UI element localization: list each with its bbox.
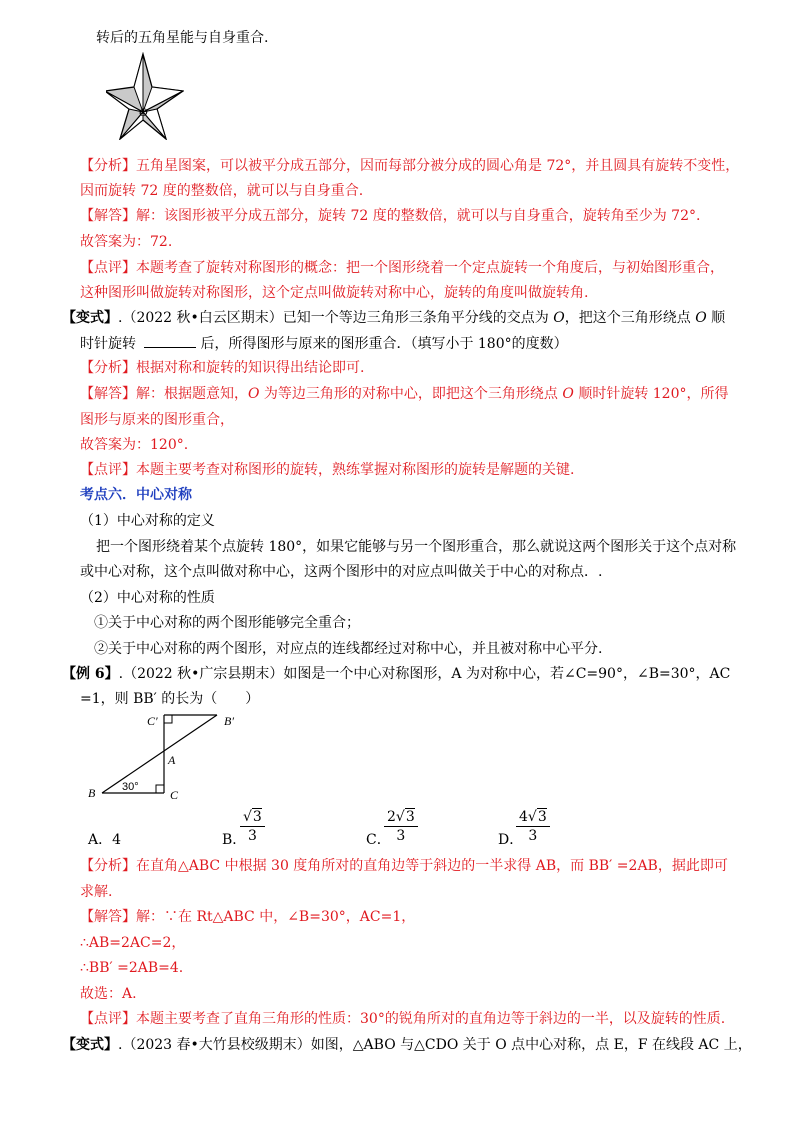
option-a[interactable]: A．4 [88, 832, 122, 848]
section-title: 考点六．中心对称 [80, 487, 192, 503]
v1-answer-line2: 图形与原来的图形重合， [80, 412, 234, 428]
option-d-fraction: $\frac{4√3}{3}$ [516, 808, 550, 845]
central-symmetry-triangle-figure [84, 708, 254, 808]
q5-comment-line2: 这种图形叫做旋转对称图形，这个定点叫做旋转对称中心，旋转的角度叫做旋转角. [80, 285, 589, 301]
variant1-line1: 【变式】.（2022 秋•白云区期末）已知一个等边三角形三条角平分线的交点为 O，把这个三角形绕点 O 顺 [62, 310, 726, 326]
label-a: A [168, 753, 176, 767]
angle-label: 30° [122, 781, 139, 793]
definition-line2: 或中心对称，这个点叫做对称中心，这两个图形中的对应点叫做关于中心的对称点．. [80, 564, 603, 580]
label-b: B [88, 786, 96, 800]
q5-analysis-line2: 因而旋转 72 度的整数倍，就可以与自身重合. [80, 183, 364, 199]
variant-tag: 【变式】 [62, 310, 118, 326]
analysis-tag: 【分析】 [80, 158, 136, 174]
v1-answer-line3: 故答案为：120°. [80, 437, 189, 453]
label-c: C [170, 788, 179, 802]
comment-tag: 【点评】 [80, 260, 136, 276]
property-heading: （2）中心对称的性质 [80, 590, 215, 606]
answer-blank[interactable] [144, 333, 196, 348]
q5-analysis-line1: 【分析】五角星图案，可以被平分成五部分，因而每部分被分成的圆心角是 72°，并且圆具有旋转不变性， [80, 158, 740, 174]
q5-comment-line1: 【点评】本题考查了旋转对称图形的概念：把一个图形绕着一个定点旋转一个角度后，与初始图形重合， [80, 260, 724, 276]
example-tag: 【例 6】 [62, 666, 119, 682]
ex6-answer-line1: 【解答】解：∵在 Rt△ABC 中，∠B=30°，AC=1， [80, 909, 416, 925]
property-2: ②关于中心对称的两个图形，对应点的连线都经过对称中心，并且被对称中心平分. [94, 641, 603, 657]
q5-answer-line1: 【解答】解：该图形被平分成五部分，旋转 72 度的整数倍，就可以与自身重合，旋转角至少为 72°. [80, 208, 701, 224]
v1-answer-line1: 【解答】解：根据题意知，O 为等边三角形的对称中心，即把这个三角形绕点 O 顺时针旋转 120°，所得 [80, 386, 729, 402]
ex6-answer-line3: ∴BB′ =2AB=4. [80, 960, 184, 976]
example6-line1: 【例 6】.（2022 秋•广宗县期末）如图是一个中心对称图形，A 为对称中心，若∠C=90°，∠B=30°，AC [62, 666, 731, 682]
v1-comment: 【点评】本题主要考查对称图形的旋转，熟练掌握对称图形的旋转是解题的关键. [80, 462, 575, 478]
variant2-line1: 【变式】.（2023 春•大竹县校级期末）如图，△ABO 与△CDO 关于 O 点中心对称，点 E，F 在线段 AC 上， [62, 1037, 752, 1053]
option-c-fraction: $\frac{2√3}{3}$ [384, 808, 418, 845]
v1-analysis: 【分析】根据对称和旋转的知识得出结论即可. [80, 360, 365, 376]
five-point-star-figure [106, 52, 184, 140]
option-c[interactable]: C． [366, 832, 391, 848]
option-b-fraction: $\frac{√3}{3}$ [240, 808, 265, 845]
example6-line2: =1，则 BB′ 的长为（ ） [80, 691, 260, 707]
ex6-analysis-line1: 【分析】在直角△ABC 中根据 30 度角所对的直角边等于斜边的一半求得 AB，而 BB′ =2AB，据此即可 [80, 858, 728, 874]
q5-answer-line2: 故答案为：72. [80, 234, 173, 250]
ex6-answer-line4: 故选：A. [80, 986, 137, 1002]
definition-heading: （1）中心对称的定义 [80, 513, 215, 529]
property-1: ①关于中心对称的两个图形能够完全重合； [94, 615, 360, 631]
option-d[interactable]: D． [498, 832, 524, 848]
ex6-analysis-line2: 求解. [80, 884, 113, 900]
star-center-label: O [139, 105, 148, 119]
ex6-comment: 【点评】本题主要考查了直角三角形的性质：30°的锐角所对的直角边等于斜边的一半，以及旋转的性质. [80, 1011, 726, 1027]
option-b[interactable]: B． [222, 832, 247, 848]
definition-line1: 把一个图形绕着某个点旋转 180°，如果它能够与另一个图形重合，那么就说这两个图形关于这个点对称 [96, 539, 737, 555]
ex6-answer-line2: ∴AB=2AC=2， [80, 935, 186, 951]
intro-line: 转后的五角星能与自身重合. [96, 30, 269, 46]
label-b-prime: B′ [224, 714, 234, 728]
label-c-prime: C′ [147, 714, 158, 728]
answer-tag: 【解答】 [80, 208, 136, 224]
variant1-line2: 时针旋转 后，所得图形与原来的图形重合．（填写小于 180°的度数） [80, 333, 568, 354]
